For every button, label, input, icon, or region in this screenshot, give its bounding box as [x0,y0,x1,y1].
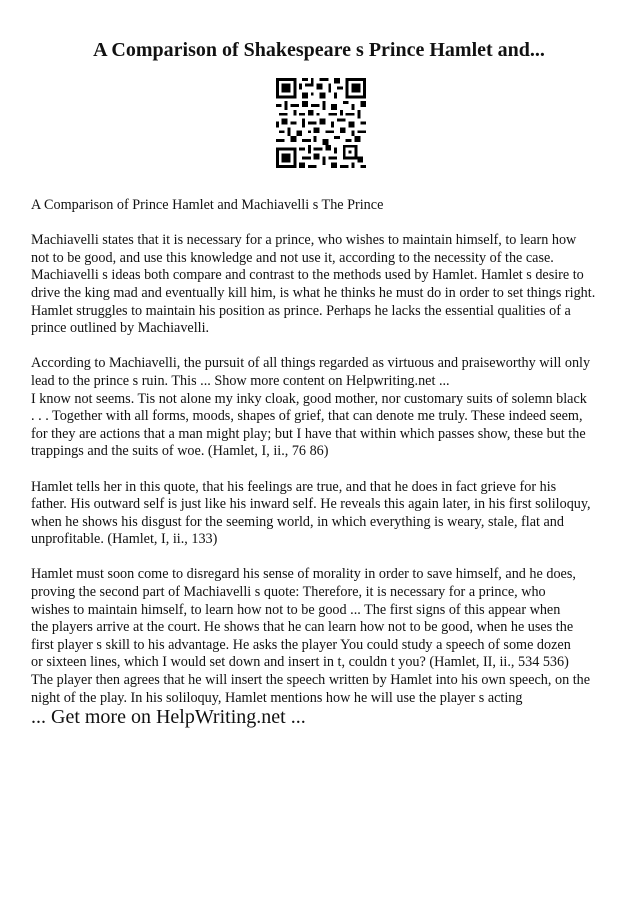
document-body [31,197,611,725]
text-line: or sixteen lines, which I would set down and insert in t, couldn t you? (Hamlet, II, ii., 534 536) [31,654,569,671]
document-subtitle: A Comparison of Prince Hamlet and Machiavelli s The Prince [31,197,384,213]
text-line: for they are actions that a man might play; but I have that within which passes show, these but the [31,425,586,442]
text-line: lead to the prince s ruin. This ... Show more content on Helpwriting.net ... [31,372,450,389]
text-line: night of the play. In his soliloquy, Hamlet mentions how he will use the player s acting [31,689,523,706]
text-line: not to be good, and use this knowledge and not use it, according to the necessity of the case. [31,249,554,266]
text-line: Hamlet struggles to maintain his position as prince. Perhaps he lacks the essential qualities of a [31,302,571,319]
text-line: . . . Together with all forms, moods, shapes of grief, that can denote me truly. These indeed seem, [31,408,583,425]
qr-code-icon [273,75,369,171]
paragraph-4 [31,566,611,707]
text-line: when he shows his disgust for the seeming world, in which everything is weary, stale, flat and [31,513,564,530]
text-line: unprofitable. (Hamlet, I, ii., 133) [31,531,218,548]
paragraph-1 [31,232,611,338]
document-title: A Comparison of Shakespeare s Prince Hamlet and... [93,39,545,61]
text-line: The player then agrees that he will insert the speech written by Hamlet into his own speech, on the [31,672,591,689]
text-line: wishes to maintain himself, to learn how not to be good ... The first signs of this appear when [31,601,561,618]
paragraph-3 [31,479,611,549]
text-line: father. His outward self is just like his inward self. He reveals this again later, in his first soliloquy, [31,496,591,513]
text-line: Machiavelli states that it is necessary for a prince, who wishes to maintain himself, to learn how [31,232,577,249]
get-more-link[interactable]: ... Get more on HelpWriting.net ... [31,706,306,728]
paragraph-2 [31,355,611,461]
text-line: I know not seems. Tis not alone my inky cloak, good mother, nor customary suits of solemn black [31,390,587,407]
text-line: According to Machiavelli, the pursuit of all things regarded as virtuous and praiseworthy will only [31,355,591,372]
text-line: Hamlet must soon come to disregard his sense of morality in order to save himself, and he does, [31,566,576,583]
text-line: first player s skill to his advantage. He asks the player You could study a speech of some dozen [31,636,571,653]
text-line: Machiavelli s ideas both compare and contrast to the methods used by Hamlet. Hamlet s desire to [31,267,584,284]
text-line: proving the second part of Machiavelli s quote: Therefore, it is necessary for a prince, who [31,584,546,601]
text-line: drive the king mad and eventually kill him, is what he thinks he must do in order to set things right. [31,284,596,301]
text-line: Hamlet tells her in this quote, that his feelings are true, and that he does in fact grieve for his [31,478,557,495]
text-line: trappings and the suits of woe. (Hamlet, I, ii., 76 86) [31,443,329,460]
text-line: prince outlined by Machiavelli. [31,320,210,337]
text-line: the players arrive at the court. He shows that he can learn how not to be good, when he uses the [31,619,574,636]
